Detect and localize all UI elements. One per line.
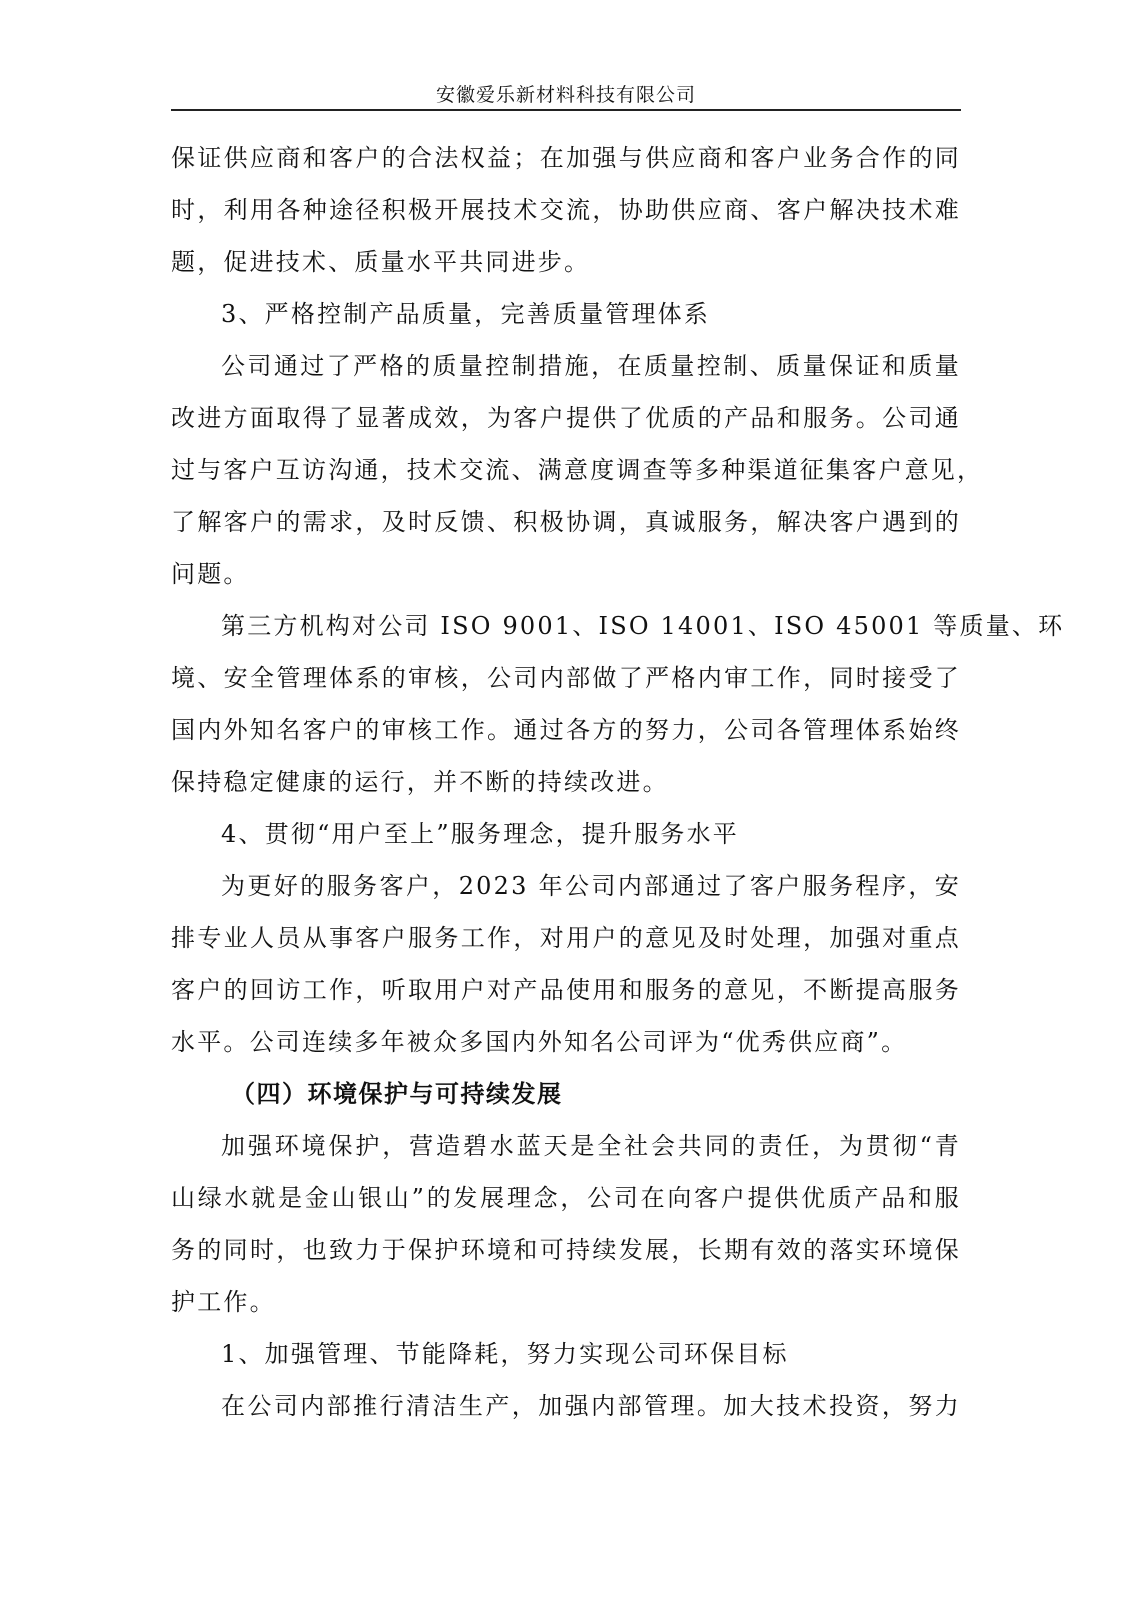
text-line: 问题。 [171,560,250,588]
text-line: 在公司内部推行清洁生产，加强内部管理。加大技术投资，努力 [221,1392,961,1420]
text-line: 保证供应商和客户的合法权益；在加强与供应商和客户业务合作的同 [171,144,961,172]
text-line: 1、加强管理、节能降耗，努力实现公司环保目标 [221,1340,789,1368]
text-line: 时，利用各种途径积极开展技术交流，协助供应商、客户解决技术难 [171,196,961,224]
page-header-company: 安徽爱乐新材料科技有限公司 [435,84,696,106]
text-line: 山绿水就是金山银山”的发展理念，公司在向客户提供优质产品和服 [171,1184,961,1212]
header-rule [171,109,961,111]
text-line: 保持稳定健康的运行，并不断的持续改进。 [171,768,669,796]
text-line: 了解客户的需求，及时反馈、积极协调，真诚服务，解决客户遇到的 [171,508,961,536]
text-line: 排专业人员从事客户服务工作，对用户的意见及时处理，加强对重点 [171,924,961,952]
text-line: 改进方面取得了显著成效，为客户提供了优质的产品和服务。公司通 [171,404,961,432]
text-line: 过与客户互访沟通，技术交流、满意度调查等多种渠道征集客户意见， [171,456,984,484]
text-line: 境、安全管理体系的审核，公司内部做了严格内审工作，同时接受了 [171,664,961,692]
text-line: 4、贯彻“用户至上”服务理念，提升服务水平 [221,820,740,848]
text-line: 水平。公司连续多年被众多国内外知名公司评为“优秀供应商”。 [171,1028,908,1056]
text-line: 为更好的服务客户，2023 年公司内部通过了客户服务程序，安 [221,872,961,900]
text-line: 公司通过了严格的质量控制措施，在质量控制、质量保证和质量 [221,352,961,380]
text-line: 3、严格控制产品质量，完善质量管理体系 [221,300,711,328]
text-line: 国内外知名客户的审核工作。通过各方的努力，公司各管理体系始终 [171,716,961,744]
section-heading: （四）环境保护与可持续发展 [231,1079,563,1108]
text-line: 加强环境保护，营造碧水蓝天是全社会共同的责任，为贯彻“青 [221,1132,961,1160]
text-line: 客户的回访工作，听取用户对产品使用和服务的意见，不断提高服务 [171,976,961,1004]
text-line: 第三方机构对公司 ISO 9001、ISO 14001、ISO 45001 等质量、环 [221,612,1065,640]
document-body [171,132,1065,1432]
text-line: 护工作。 [171,1288,276,1316]
text-line: 题，促进技术、质量水平共同进步。 [171,248,591,276]
text-line: 务的同时，也致力于保护环境和可持续发展，长期有效的落实环境保 [171,1236,961,1264]
